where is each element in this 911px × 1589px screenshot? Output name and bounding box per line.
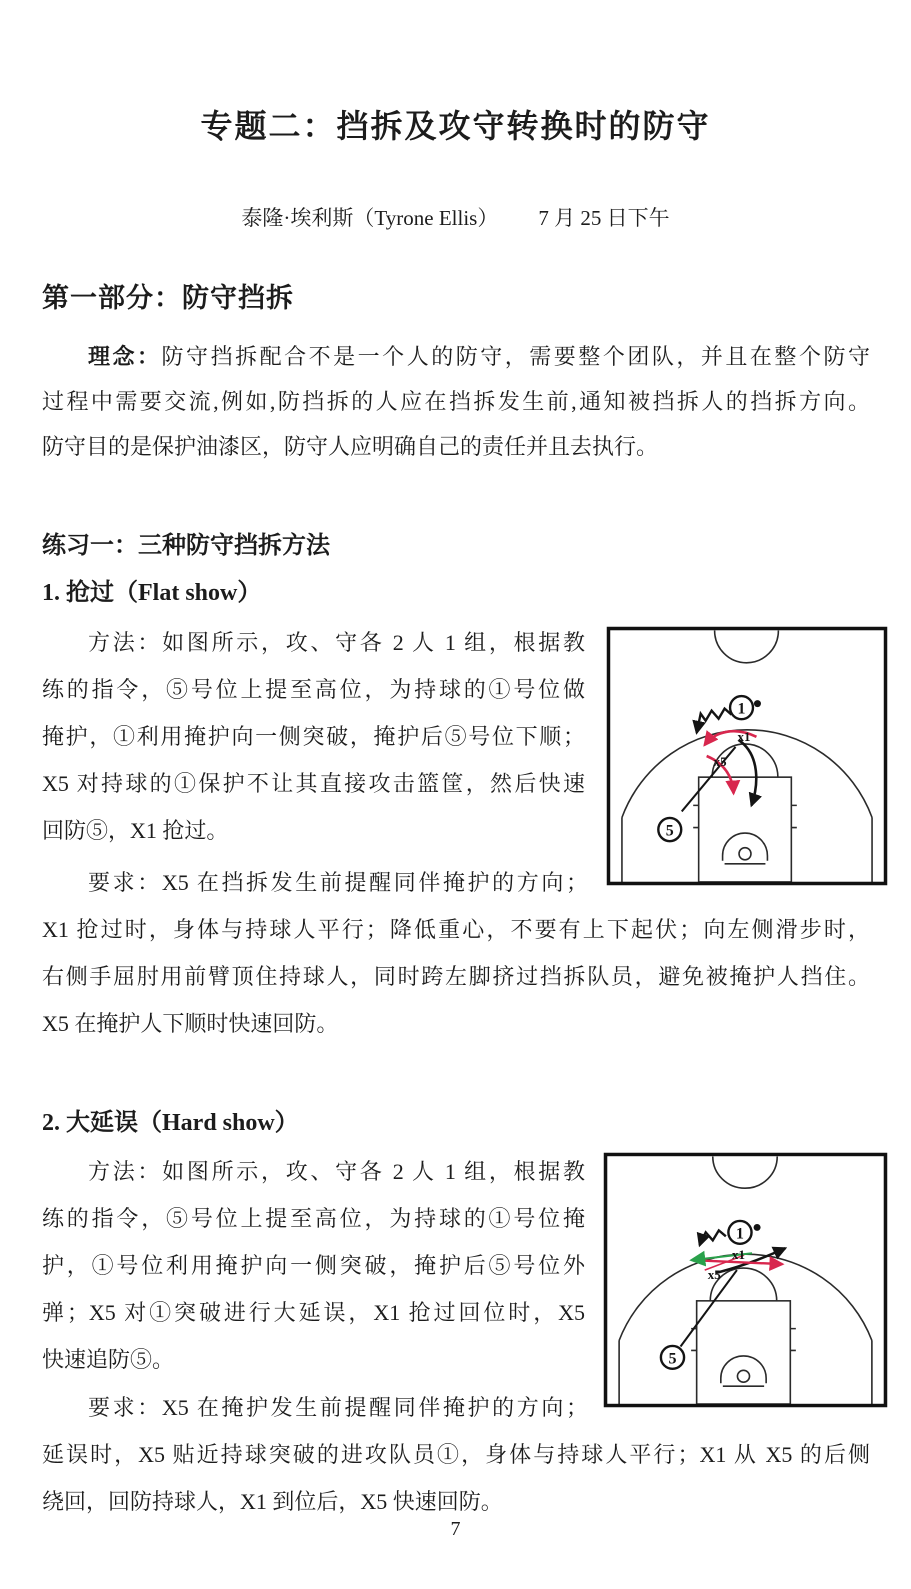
court-border bbox=[606, 1154, 886, 1405]
text-line: 方法：如图所示，攻、守各 2 人 1 组，根据教 bbox=[88, 1159, 585, 1184]
text-line: 理念：防守挡拆配合不是一个人的防守，需要整个团队，并且在整个防守 bbox=[88, 344, 870, 369]
ball-dot bbox=[754, 700, 761, 707]
lane-hash-marks bbox=[693, 805, 797, 827]
three-point-arc bbox=[619, 1254, 872, 1340]
half-court-circle bbox=[713, 1156, 777, 1188]
text-line: 要求：X5 在掩护发生前提醒同伴掩护的方向； bbox=[88, 1395, 588, 1420]
author-name: 泰隆·埃利斯（Tyrone Ellis） bbox=[241, 206, 499, 230]
text-line: 护，①号位利用掩护向一侧突破，掩护后⑤号位外 bbox=[42, 1253, 585, 1278]
text-line: 过程中需要交流,例如,防挡拆的人应在挡拆发生前,通知被挡拆人的挡拆方向。 bbox=[42, 389, 870, 414]
dribble-zigzag bbox=[700, 1230, 726, 1245]
basket bbox=[739, 848, 751, 860]
text-line: 弹；X5 对①突破进行大延误，X1 抢过回位时，X5 bbox=[42, 1300, 585, 1325]
text-line: 练的指令，⑤号位上提至高位，为持球的①号位做 bbox=[42, 677, 585, 702]
text-line: X1 抢过时，身体与持球人平行；降低重心，不要有上下起伏；向左侧滑步时， bbox=[42, 917, 870, 942]
player-5-label: 5 bbox=[665, 822, 674, 840]
item1-heading: 1. 抢过（Flat show） bbox=[42, 580, 262, 606]
page-title: 专题二：挡拆及攻守转换时的防守 bbox=[200, 108, 711, 144]
dribble-zigzag bbox=[697, 709, 732, 733]
item1-requirement-paragraph bbox=[42, 859, 870, 1047]
x1-label: x1 bbox=[731, 1247, 745, 1263]
text-line: 回防⑤，X1 抢过。 bbox=[42, 818, 229, 843]
player-1-label: 1 bbox=[737, 700, 746, 718]
text-line: 练的指令，⑤号位上提至高位，为持球的①号位掩 bbox=[42, 1206, 585, 1231]
item2-requirement-paragraph bbox=[42, 1384, 870, 1525]
court bbox=[619, 1156, 872, 1404]
text-line: 绕回，回防持球人，X1 到位后，X5 快速回防。 bbox=[42, 1489, 503, 1514]
text-line: 掩护，①利用掩护向一侧突破，掩护后⑤号位下顺； bbox=[42, 724, 585, 749]
half-court-circle bbox=[715, 631, 779, 663]
concept-label: 理念： bbox=[88, 344, 162, 369]
item2-heading: 2. 大延误（Hard show） bbox=[42, 1110, 299, 1136]
roll-arrow bbox=[739, 740, 757, 806]
court-diagram-hard-show bbox=[603, 1152, 888, 1408]
text-line: X5 对持球的①保护不让其直接攻击篮筐，然后快速 bbox=[42, 771, 585, 796]
text-line: 右侧手屈肘用前臂顶住持球人，同时跨左脚挤过挡拆队员，避免被掩护人挡住。 bbox=[42, 964, 870, 989]
text-line: 方法：如图所示，攻、守各 2 人 1 组，根据教 bbox=[88, 630, 585, 655]
court bbox=[622, 631, 872, 882]
x5-label: x5 bbox=[713, 754, 727, 770]
text-line: X5 在掩护人下顺时快速回防。 bbox=[42, 1011, 339, 1036]
exercise-heading: 练习一：三种防守挡拆方法 bbox=[42, 533, 330, 559]
section-heading: 第一部分：防守挡拆 bbox=[42, 283, 294, 313]
text-line: 要求：X5 在挡拆发生前提醒同伴掩护的方向； bbox=[88, 870, 588, 895]
lane-hash-marks bbox=[691, 1329, 796, 1351]
session-date: 7 月 25 日下午 bbox=[538, 206, 670, 230]
court-border bbox=[608, 629, 885, 884]
player-1-label: 1 bbox=[735, 1225, 744, 1243]
text-line: 防守目的是保护油漆区，防守人应明确自己的责任并且去执行。 bbox=[42, 434, 659, 459]
x1-label: x1 bbox=[737, 728, 751, 744]
page-number: 7 bbox=[450, 1518, 461, 1540]
concept-paragraph bbox=[42, 334, 870, 469]
item2-method-paragraph bbox=[42, 1148, 585, 1383]
text-line: 快速追防⑤。 bbox=[42, 1347, 175, 1372]
ball-dot bbox=[754, 1224, 761, 1231]
court-diagram-flat-show bbox=[606, 626, 888, 886]
byline bbox=[0, 204, 911, 232]
basket bbox=[737, 1370, 749, 1382]
text-line: 延误时，X5 贴近持球突破的进攻队员①，身体与持球人平行；X1 从 X5 的后侧 bbox=[42, 1442, 870, 1467]
x5-label: x5 bbox=[707, 1267, 721, 1282]
item1-method-paragraph bbox=[42, 619, 585, 854]
player-5-label: 5 bbox=[668, 1350, 677, 1368]
